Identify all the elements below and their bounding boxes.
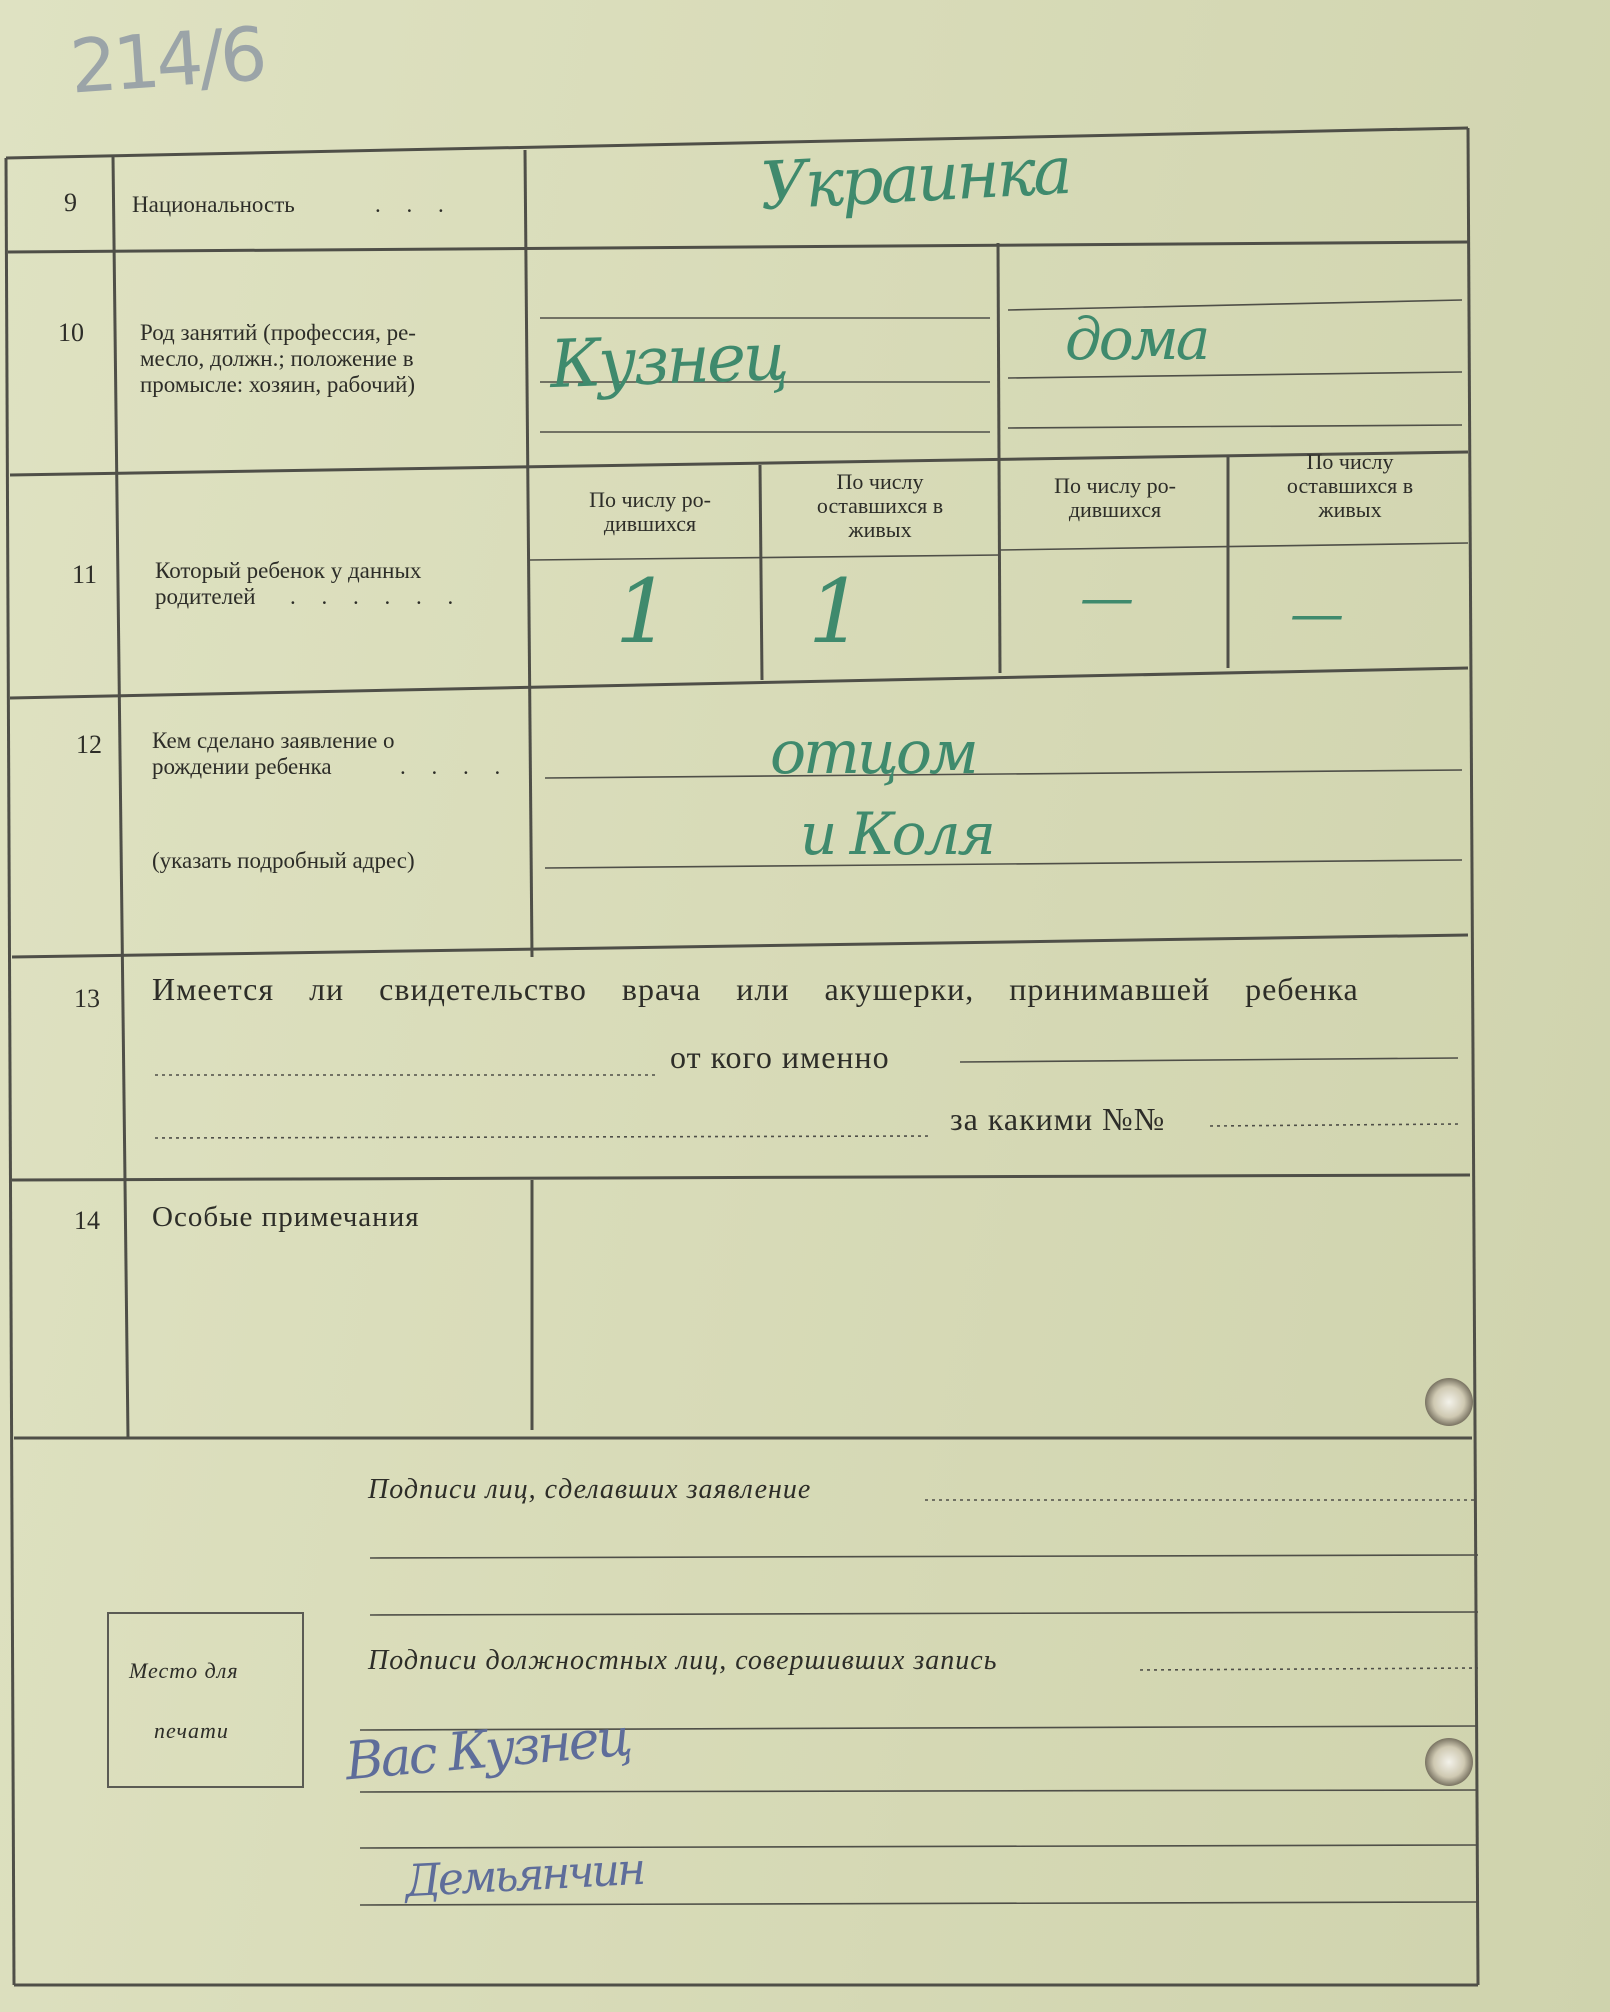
row-11-value-father-living: 1 — [808, 560, 861, 663]
row-11-subheader-4: По числу оставшихся в живых — [1286, 449, 1414, 522]
row-10-label-line-2: месло, должн.; положение в — [140, 346, 414, 371]
row-12-number: 12 — [76, 730, 102, 759]
binder-hole-top — [1425, 1378, 1473, 1426]
row-9-label: Национальность — [132, 192, 295, 217]
row-11-value-mother-living: — — [1290, 582, 1341, 645]
row-11-subheader-1: По числу ро- дившихся — [589, 487, 711, 536]
stamp-placeholder — [107, 1612, 304, 1788]
row-11-value-father-born: 1 — [615, 560, 668, 663]
pencil-page-number: 214/6 — [67, 11, 267, 111]
row-12-label-line-2: рождении ребенка — [152, 754, 332, 779]
row-14-label: Особые примечания — [152, 1201, 420, 1233]
row-13-number: 13 — [74, 984, 100, 1013]
row-11-label-line-2: родителей — [155, 584, 256, 609]
row-11-number: 11 — [72, 560, 98, 589]
row-12-address-label: (указать подробный адрес) — [152, 848, 415, 873]
row-9-leader-dots: . . . — [375, 192, 454, 217]
row-10-label-line-1: Род занятий (профессия, ре- — [140, 320, 416, 345]
row-11-subheader-2: По числу оставшихся в живых — [816, 469, 944, 542]
row-13-numbers-label: за какими №№ — [950, 1101, 1166, 1137]
row-13-question: Имеется ли свидетельство врача или акушерки, принимавшей ребенка — [152, 971, 1359, 1007]
row-10-father-occupation: Кузнец — [548, 317, 788, 404]
row-12-label-line-1: Кем сделано заявление о — [152, 728, 395, 753]
row-9-number: 9 — [64, 188, 77, 217]
stamp-label-line-1: Место для — [129, 1658, 239, 1683]
official-signature-2: Демьянчин — [403, 1843, 645, 1908]
row-10-mother-occupation: дома — [1065, 305, 1208, 373]
row-12-value-line-1: отцом — [770, 718, 976, 788]
row-13-from-whom-label: от кого именно — [670, 1039, 890, 1075]
row-10-number: 10 — [58, 318, 84, 347]
applicants-signatures-label: Подписи лиц, сделавших заявление — [368, 1474, 812, 1505]
row-11-label-line-1: Который ребенок у данных — [155, 558, 422, 583]
row-9-handwritten-value: Украинка — [758, 131, 1072, 226]
row-12-leader-dots: . . . . — [400, 754, 511, 779]
officials-signatures-label: Подписи должностных лиц, совершивших запись — [368, 1645, 998, 1676]
official-signature-1: Вас Кузнец — [342, 1707, 633, 1793]
row-10-label-line-3: промысле: хозяин, рабочий) — [140, 372, 415, 397]
row-11-leader-dots: . . . . . . — [290, 584, 464, 609]
binder-hole-bottom — [1425, 1738, 1473, 1786]
row-11-value-mother-born: — — [1080, 566, 1131, 629]
stamp-label-line-2: печати — [154, 1718, 229, 1743]
row-12-value-line-2: и Коля — [800, 800, 993, 868]
row-11-subheader-3: По числу ро- дившихся — [1054, 473, 1176, 522]
row-14-number: 14 — [74, 1206, 100, 1235]
